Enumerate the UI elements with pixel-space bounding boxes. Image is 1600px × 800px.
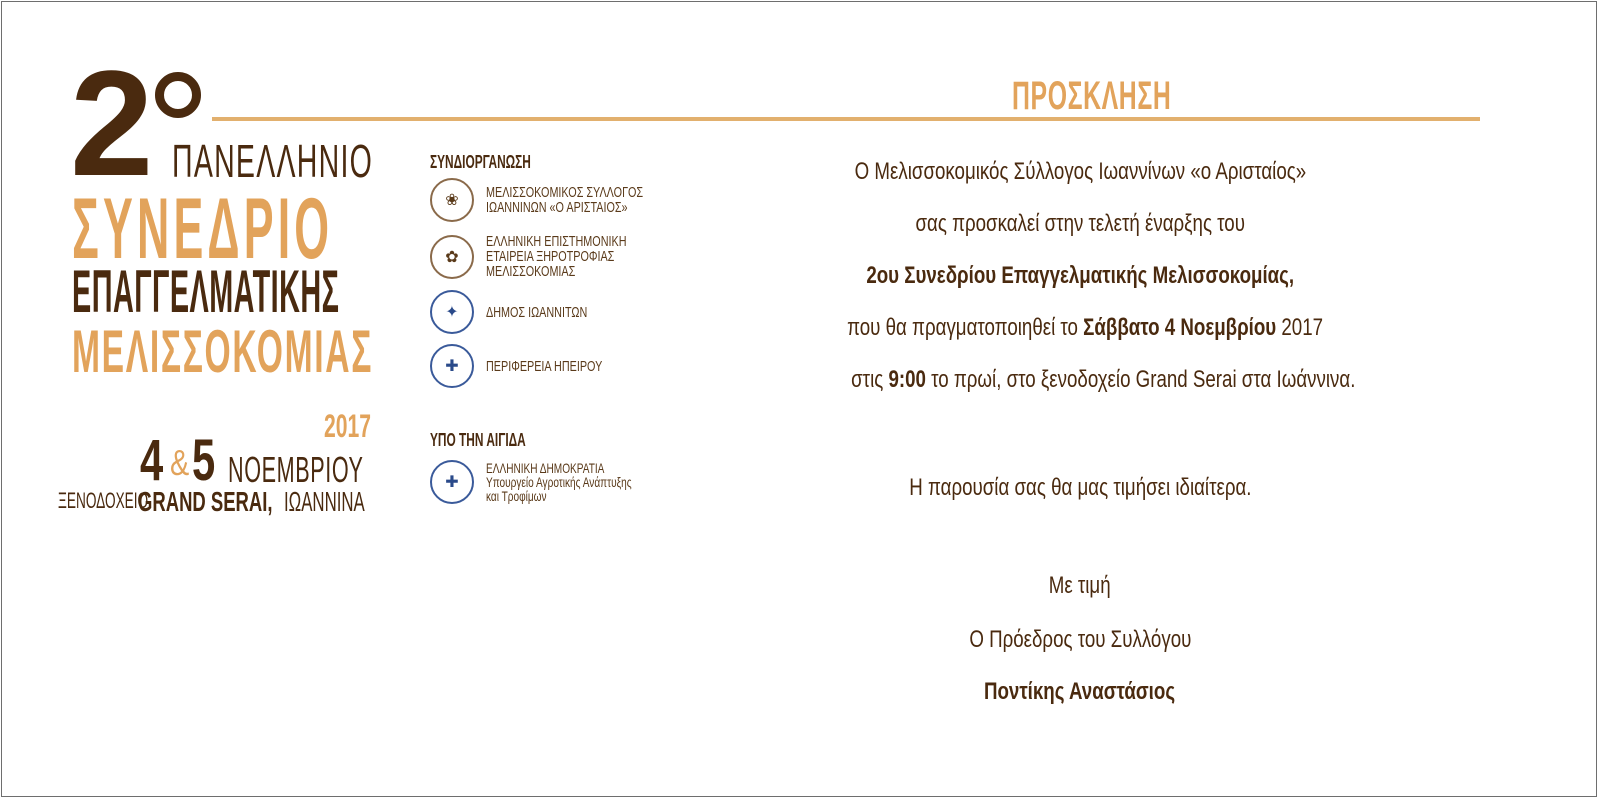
invitation-text: Η παρουσία σας θα μας τιμήσει ιδιαίτερα. — [908, 474, 1252, 501]
greek-emblem-icon: ✚ — [430, 344, 474, 388]
coorganizer-municipality — [430, 290, 627, 334]
invitation-text: το πρωί, στο ξενοδοχείο Grand Serai στα Ιωάννινα. — [925, 366, 1356, 393]
invitation-line-1 — [780, 158, 1380, 186]
conference-name: 2ου Συνεδρίου Επαγγελματικής Μελισσοκομίας, — [866, 262, 1294, 289]
invitation-line-6 — [780, 474, 1380, 502]
signer-role-line — [780, 626, 1380, 654]
bee-seal-icon: ❀ — [430, 178, 474, 222]
invitation-line-3 — [780, 262, 1380, 290]
coorganizer-region — [430, 344, 648, 388]
closing — [780, 572, 1380, 600]
logo-year: 2017 — [324, 408, 371, 444]
logo-line-epaggelmatikis: ΕΠΑΓΓΕΛΜΑΤΙΚΗΣ — [72, 258, 340, 325]
logo-line-melissokomias: ΜΕΛΙΣΣΟΚΟΜΙΑΣ — [72, 318, 374, 385]
invitation-text: Ο Μελισσοκομικός Σύλλογος Ιωαννίνων «ο Αρισταίος» — [854, 158, 1306, 185]
greek-emblem-icon: ✚ — [430, 460, 474, 504]
logo-day-end: 5 — [192, 428, 216, 493]
logo-ampersand: & — [170, 442, 190, 483]
logo-degree-sign — [155, 72, 201, 118]
coorganizer-line: ΜΕΛΙΣΣΟΚΟΜΙΚΟΣ ΣΥΛΛΟΓΟΣ — [486, 184, 644, 201]
invitation-text: στις — [851, 366, 889, 393]
aegis-heading: ΥΠΟ ΤΗΝ ΑΙΓΙΔΑ — [430, 430, 526, 450]
signer-name: Ποντίκης Αναστάσιος — [984, 678, 1176, 705]
logo-day-start: 4 — [140, 428, 164, 493]
signer-role: Ο Πρόεδρος του Συλλόγου — [968, 626, 1192, 653]
logo-month: ΝΟΕΜΒΡΙΟΥ — [228, 449, 364, 490]
coorganizer-aristaios — [430, 178, 704, 222]
invitation-text: που θα πραγματοποιηθεί το — [847, 314, 1084, 341]
aegis-ministry — [430, 460, 688, 504]
logo-city: ΙΩΑΝΝΙΝΑ — [284, 486, 365, 517]
coorganizers-heading: ΣΥΝΔΙΟΡΓΑΝΩΣΗ — [430, 152, 531, 172]
coorganizer-society — [430, 234, 681, 279]
title-rule — [212, 117, 1480, 121]
society-seal-icon: ✿ — [430, 235, 474, 279]
invitation-text: 2017 — [1276, 314, 1324, 341]
invitation-title: ΠΡΟΣΚΛΗΣΗ — [1012, 74, 1172, 118]
logo-hotel-name: GRAND SERAI, — [138, 486, 273, 517]
invitation-line-5 — [780, 366, 1380, 394]
aegis-line: Υπουργείο Αγροτικής Ανάπτυξης — [486, 474, 632, 490]
coorganizer-line: ΜΕΛΙΣΣΟΚΟΜΙΑΣ — [486, 263, 576, 280]
signer-name-line — [780, 678, 1380, 706]
coorganizer-line: ΠΕΡΙΦΕΡΕΙΑ ΗΠΕΙΡΟΥ — [486, 357, 603, 375]
logo-line-synedrio: ΣΥΝΕΔΡΙΟ — [72, 181, 334, 277]
event-date: Σάββατο 4 Νοεμβρίου — [1083, 314, 1277, 341]
municipality-seal-icon: ✦ — [430, 290, 474, 334]
invitation-line-4 — [780, 314, 1380, 342]
logo-hotel-prefix: ΞΕΝΟΔΟΧΕΙΟ — [58, 488, 149, 513]
invitation-text: σας προσκαλεί στην τελετή έναρξης του — [915, 210, 1245, 237]
aegis-line: ΕΛΛΗΝΙΚΗ ΔΗΜΟΚΡΑΤΙΑ — [486, 460, 605, 476]
closing-text: Με τιμή — [1049, 572, 1111, 599]
coorganizer-line: ΕΤΑΙΡΕΙΑ ΞΗΡΟΤΡΟΦΙΑΣ — [486, 248, 615, 265]
logo-line-panellinio: ΠΑΝΕΛΛΗΝΙΟ — [172, 135, 374, 187]
invitation-line-2 — [780, 210, 1380, 238]
coorganizer-line: ΔΗΜΟΣ ΙΩΑΝΝΙΤΩΝ — [486, 303, 588, 321]
event-time: 9:00 — [888, 366, 926, 393]
coorganizer-line: ΕΛΛΗΝΙΚΗ ΕΠΙΣΤΗΜΟΝΙΚΗ — [486, 233, 627, 250]
coorganizer-line: ΙΩΑΝΝΙΝΩΝ «Ο ΑΡΙΣΤΑΙΟΣ» — [486, 199, 628, 216]
aegis-line: και Τροφίμων — [486, 488, 547, 504]
logo-number: 2 — [70, 39, 150, 207]
